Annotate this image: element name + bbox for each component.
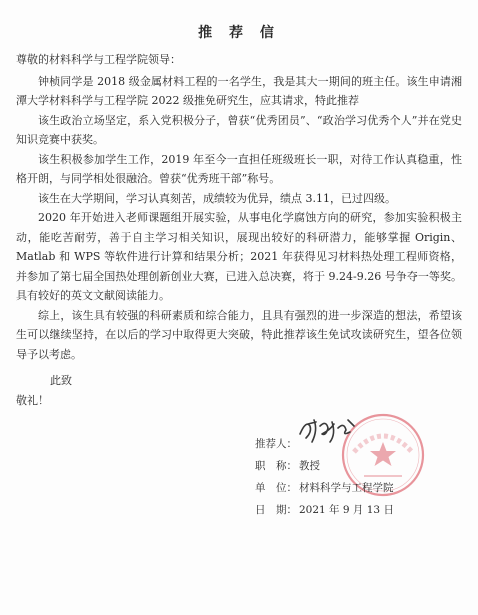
letter-body [16, 50, 462, 364]
paragraph-academics: 该生在大学期间，学习认真刻苦，成绩较为优异，绩点 3.11，已过四级。 [38, 191, 396, 205]
title-row [255, 455, 394, 477]
paragraph-political: 该生政治立场坚定，系入党积极分子，曾获“优秀团员”、“政治学习优秀个人”并在党史知识竞赛中获奖。 [16, 113, 462, 146]
paragraph-research: 2020 年开始进入老师课题组开展实验，从事电化学腐蚀方向的研究，参加实验积极主动，能吃苦耐劳，善于自主学习相关知识，展现出较好的科研潜力，能够掌握 Origin、Matlab 和 WPS 等软件进行计算和结果分析；2021 年获得见习材料热处理工程师资格，并参加了第七届全国热处理创新创业大赛，已进入总决赛，将于 9.24-9.26 号争夺一等奖。具有较好的英文文献阅读能力。 [16, 211, 462, 302]
recommender-label: 推荐人： [255, 438, 297, 450]
paragraph-intro: 钟桢同学是 2018 级金属材料工程的一名学生，我是其大一期间的班主任。该生申请湘潭大学材料科学与工程学院 2022 级推免研究生，应其请求，特此推荐 [16, 74, 462, 107]
paragraph-conclusion: 综上，该生具有较强的科研素质和综合能力，且具有强烈的进一步深造的想法，希望该生可以继续坚持，在以后的学习中取得更大突破，特此推荐该生免试攻读研究生，望各位领导予以考虑。 [16, 308, 462, 361]
paragraph-student-work: 该生积极参加学生工作，2019 年至今一直担任班级班长一职，对待工作认真稳重，性格开朗，与同学相处很融洽。曾获“优秀班干部”称号。 [16, 152, 462, 185]
date-value: 2021 年 9 月 13 日 [299, 504, 394, 516]
title-value: 教授 [299, 460, 320, 472]
date-row [255, 499, 394, 521]
salutation: 尊敬的材料科学与工程学院领导： [16, 53, 181, 66]
unit-label: 单 位： [255, 482, 297, 494]
closing-line-1: 此致 [50, 374, 72, 387]
closing-line-2: 敬礼！ [16, 394, 49, 407]
signature-block [255, 433, 394, 521]
title-label: 职 称： [255, 460, 297, 472]
unit-value: 材料科学与工程学院 [299, 482, 394, 494]
recommender-row [255, 433, 394, 455]
date-label: 日 期： [255, 504, 297, 516]
letter-title: 推 荐 信 [198, 25, 280, 41]
unit-row [255, 477, 394, 499]
